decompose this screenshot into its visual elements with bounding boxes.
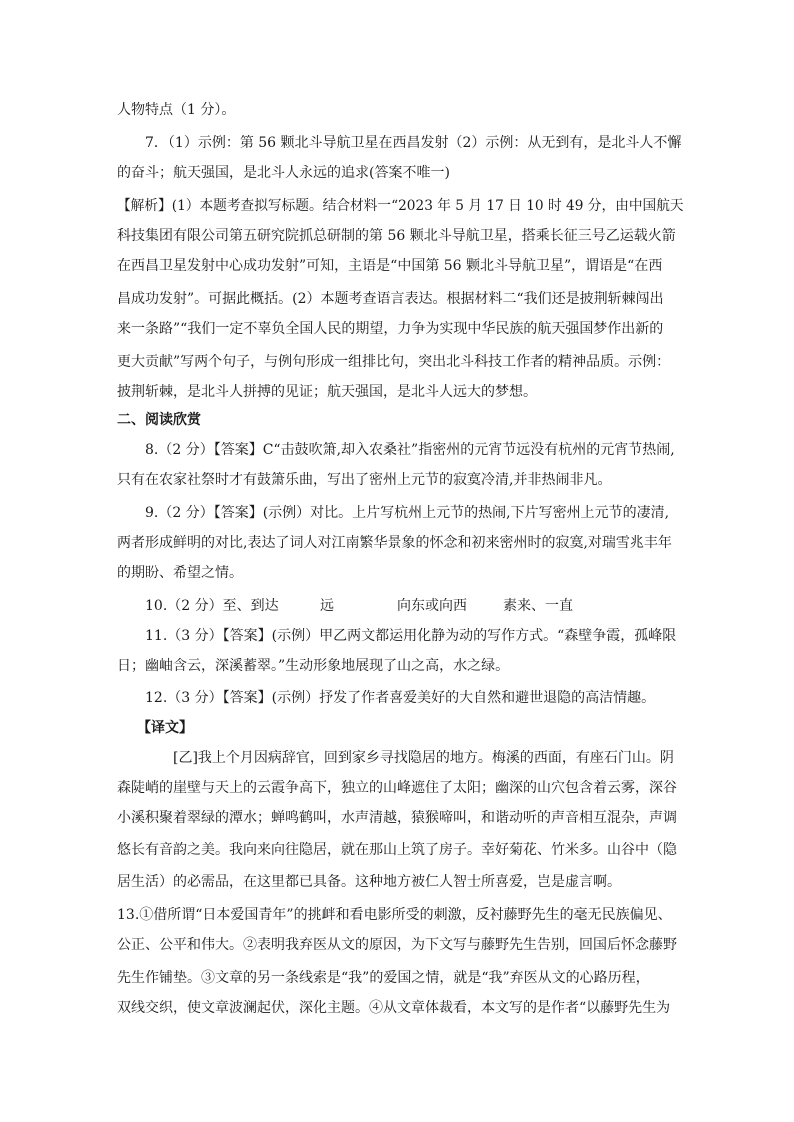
text-line: 日；幽岫含云，深溪蓄翠。”生动形象地展现了山之高，水之绿。 [117, 658, 510, 674]
text-line: 8.（2 分）【答案】C“击鼓吹箫,却入农桑社”指密州的元宵节远没有杭州的元宵节热闹, [145, 442, 675, 458]
text-line: 森陡峭的崖壁与天上的云霞争高下，独立的山峰遮住了太阳；幽深的山穴包含着云雾，深谷 [117, 780, 677, 796]
text-line: 两者形成鲜明的对比,表达了词人对江南繁华景象的怀念和初来密州时的寂寞,对瑞雪兆丰年 [117, 535, 672, 551]
text-line: 【解析】(1）本题考查拟写标题。结合材料一“2023 年 5 月 17 日 10 时 49 分，由中国航天 [117, 198, 684, 214]
text-line: 13.①借所谓“日本爱国青年”的挑衅和看电影所受的刺激，反衬藤野先生的毫无民族偏见、 [117, 907, 672, 923]
text-line: 悠长有音韵之美。我向来向往隐居，就在那山上筑了房子。幸好菊花、竹米多。山谷中（隐 [117, 842, 677, 858]
text-line: 更大贡献”写两个句子，与例句形成一组排比句，突出北斗科技工作者的精神品质。示例： [117, 354, 671, 370]
text-line: 的奋斗；航天强国，是北斗人永远的追求(答案不唯一) [117, 165, 450, 181]
text-line: 来一条路”“我们一定不辜负全国人民的期望，力争为实现中华民族的航天强国梦作出新的 [117, 321, 664, 337]
section-heading: 二、阅读欣赏 [117, 412, 201, 428]
text-line: 先生作铺垫。③文章的另一条线索是“我”的爱国之情，就是“我”弃医从文的心路历程， [117, 970, 650, 986]
translation-heading: 【译文】 [137, 720, 193, 736]
text-line: 人物特点（1 分）。 [117, 102, 236, 118]
text-line: 11.（3 分）【答案】(示例）甲乙两文都运用化静为动的写作方式。“森壁争霞，孤峰限 [145, 628, 677, 644]
q10-item-1: 10.（2 分）至、到达 [145, 598, 279, 614]
text-line: 披荆斩棘，是北斗人拼搏的见证；航天强国，是北斗人远大的梦想。 [117, 384, 537, 400]
text-line: 居生活）的必需品，在这里都已具备。这种地方被仁人智士所喜爱，岂是虚言啊。 [117, 874, 621, 890]
q10-item-4: 素来、一直 [503, 598, 573, 614]
text-line: 7．（1）示例：第 56 颗北斗导航卫星在西昌发射（2）示例：从无到有，是北斗人不懈 [145, 135, 682, 151]
text-line: 9.（2 分）【答案】(示例）对比。上片写杭州上元节的热闹,下片写密州上元节的凄清, [145, 505, 670, 521]
q10-item-2: 远 [320, 598, 334, 614]
text-line: 小溪积聚着翠绿的潭水；蝉鸣鹤叫，水声清越，猿猴啼叫，和谐动听的声音相互混杂，声调 [117, 810, 677, 826]
text-line: 公正、公平和伟大。②表明我弃医从文的原因，为下文写与藤野先生告别，回国后怀念藤野 [117, 937, 677, 953]
text-line: 双线交织，使文章波澜起伏，深化主题。④从文章体裁看，本文写的是作者“以藤野先生为 [117, 1000, 671, 1016]
q10-item-3: 向东或向西 [397, 598, 467, 614]
text-line: 只有在农家社祭时才有鼓箫乐曲，写出了密州上元节的寂寞冷清,并非热闹非凡。 [117, 472, 612, 488]
text-line: 的期盼、希望之情。 [117, 565, 243, 581]
text-line: 12.（3 分）【答案】(示例）抒发了作者喜爱美好的大自然和避世退隐的高洁情趣。 [145, 690, 656, 706]
text-line: 科技集团有限公司第五研究院抓总研制的第 56 颗北斗导航卫星，搭乘长征三号乙运载火箭 [117, 228, 676, 244]
text-line: 昌成功发射”。可据此概括。(2）本题考查语言表达。根据材料二“我们还是披荆斩棘闯出 [117, 291, 664, 307]
text-line: [乙]我上个月因病辞官，回到家乡寻找隐居的地方。梅溪的西面，有座石门山。阴 [173, 750, 674, 766]
text-line: 在西昌卫星发射中心成功发射”可知，主语是“中国第 56 颗北斗导航卫星”，谓语是“在西 [117, 258, 663, 274]
q10-answer-row [0, 596, 794, 616]
